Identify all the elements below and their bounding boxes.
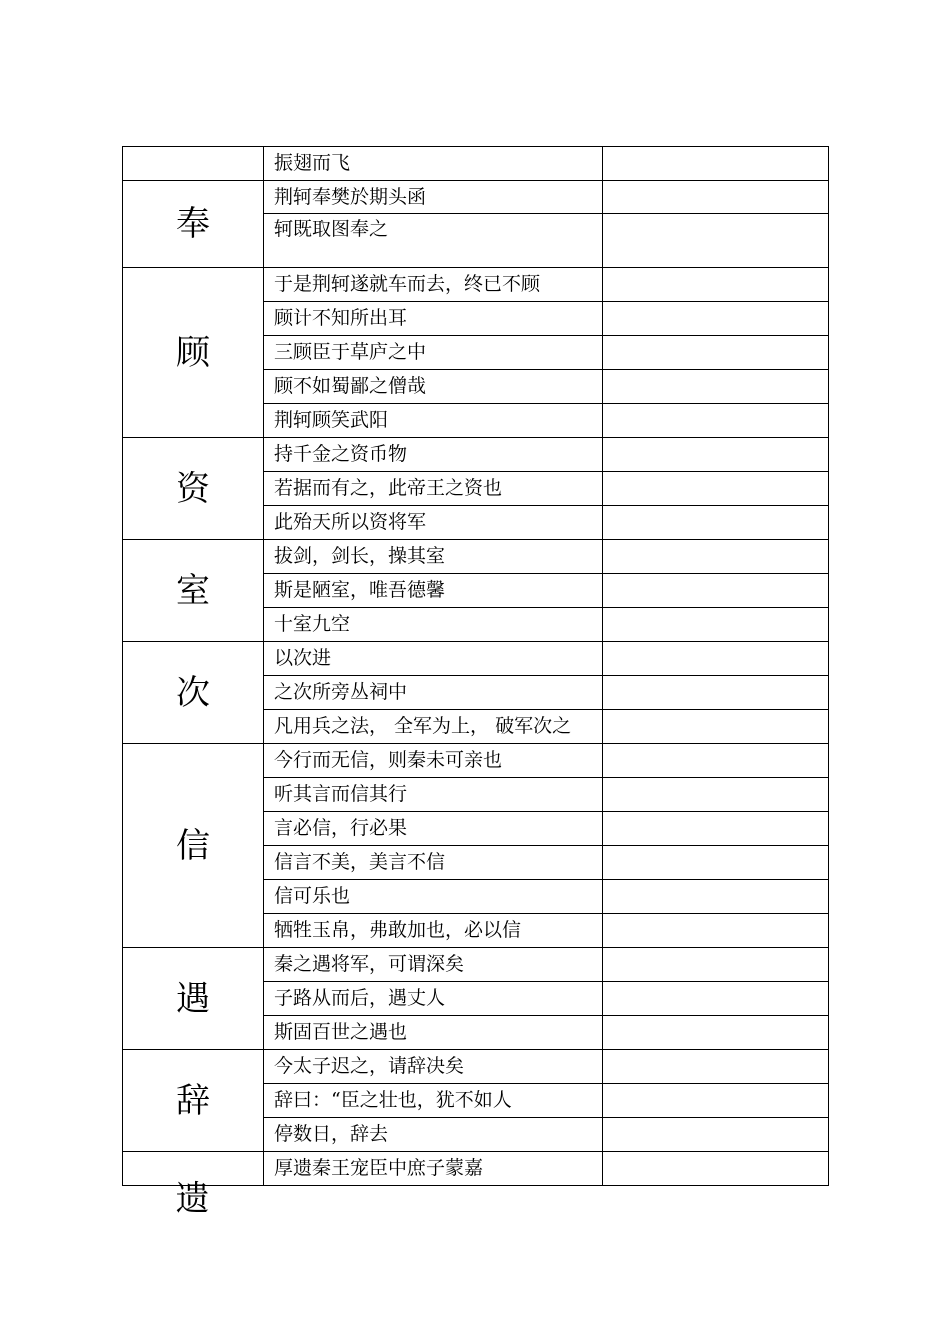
example-sentence: 轲既取图奉之 [264, 214, 603, 268]
example-sentence: 拔剑，剑长，操其室 [264, 540, 603, 574]
trailing-head-character: 遗 [175, 1179, 210, 1219]
example-sentence: 斯是陋室，唯吾德馨 [264, 574, 603, 608]
answer-cell [603, 506, 829, 540]
answer-cell [603, 812, 829, 846]
table-row [123, 147, 829, 181]
answer-cell [603, 147, 829, 181]
example-sentence: 今太子迟之，请辞决矣 [264, 1050, 603, 1084]
table-row [123, 1050, 829, 1084]
answer-cell [603, 744, 829, 778]
example-sentence: 以次进 [264, 642, 603, 676]
head-character-cell: 顾 [123, 268, 264, 438]
example-sentence: 持千金之资币物 [264, 438, 603, 472]
answer-cell [603, 438, 829, 472]
vocabulary-table [122, 146, 829, 1186]
example-sentence: 凡用兵之法， 全军为上， 破军次之 [264, 710, 603, 744]
table-row [123, 268, 829, 302]
example-sentence: 顾计不知所出耳 [264, 302, 603, 336]
head-character-cell: 辞 [123, 1050, 264, 1152]
example-sentence: 顾不如蜀鄙之僧哉 [264, 370, 603, 404]
head-character-cell [123, 147, 264, 181]
table-row [123, 540, 829, 574]
example-sentence: 今行而无信，则秦未可亲也 [264, 744, 603, 778]
example-sentence: 听其言而信其行 [264, 778, 603, 812]
example-sentence: 荆轲奉樊於期头函 [264, 181, 603, 214]
example-sentence: 三顾臣于草庐之中 [264, 336, 603, 370]
answer-cell [603, 914, 829, 948]
answer-cell [603, 846, 829, 880]
table-row [123, 438, 829, 472]
table-row [123, 642, 829, 676]
example-sentence: 言必信，行必果 [264, 812, 603, 846]
head-character-cell: 遇 [123, 948, 264, 1050]
table-row [123, 948, 829, 982]
example-sentence: 振翅而飞 [264, 147, 603, 181]
answer-cell [603, 472, 829, 506]
example-sentence: 之次所旁丛祠中 [264, 676, 603, 710]
head-character-cell: 信 [123, 744, 264, 948]
answer-cell [603, 948, 829, 982]
answer-cell [603, 1016, 829, 1050]
example-sentence: 此殆天所以资将军 [264, 506, 603, 540]
answer-cell [603, 540, 829, 574]
answer-cell [603, 181, 829, 214]
answer-cell [603, 302, 829, 336]
example-sentence: 信言不美，美言不信 [264, 846, 603, 880]
example-sentence: 十室九空 [264, 608, 603, 642]
head-character-cell: 次 [123, 642, 264, 744]
answer-cell [603, 404, 829, 438]
answer-cell [603, 982, 829, 1016]
answer-cell [603, 336, 829, 370]
answer-cell [603, 1118, 829, 1152]
example-sentence: 信可乐也 [264, 880, 603, 914]
example-sentence: 斯固百世之遇也 [264, 1016, 603, 1050]
answer-cell [603, 370, 829, 404]
answer-cell [603, 1050, 829, 1084]
example-sentence: 荆轲顾笑武阳 [264, 404, 603, 438]
example-sentence: 若据而有之，此帝王之资也 [264, 472, 603, 506]
answer-cell [603, 608, 829, 642]
table-row [123, 1152, 829, 1186]
answer-cell [603, 1084, 829, 1118]
example-sentence: 停数日，辞去 [264, 1118, 603, 1152]
answer-cell [603, 268, 829, 302]
head-character-cell: 室 [123, 540, 264, 642]
example-sentence: 秦之遇将军，可谓深矣 [264, 948, 603, 982]
example-sentence: 牺牲玉帛，弗敢加也，必以信 [264, 914, 603, 948]
answer-cell [603, 880, 829, 914]
table-row [123, 181, 829, 214]
answer-cell [603, 642, 829, 676]
answer-cell [603, 710, 829, 744]
answer-cell [603, 676, 829, 710]
answer-cell [603, 574, 829, 608]
example-sentence: 厚遗秦王宠臣中庶子蒙嘉 [264, 1152, 603, 1186]
example-sentence: 子路从而后，遇丈人 [264, 982, 603, 1016]
answer-cell [603, 778, 829, 812]
table-row [123, 744, 829, 778]
example-sentence: 辞曰：“臣之壮也，犹不如人 [264, 1084, 603, 1118]
example-sentence: 于是荆轲遂就车而去，终已不顾 [264, 268, 603, 302]
answer-cell [603, 1152, 829, 1186]
head-character-cell: 奉 [123, 181, 264, 268]
head-character-cell: 资 [123, 438, 264, 540]
answer-cell [603, 214, 829, 268]
